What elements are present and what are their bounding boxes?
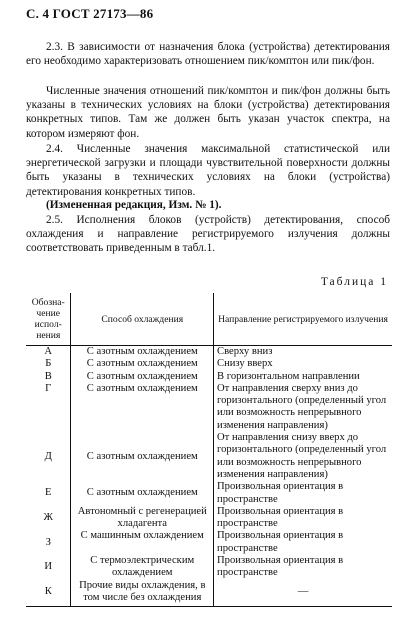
row-direction: Произвольная ориентация в пространстве xyxy=(214,506,392,531)
row-cooling: С азотным охлаждением xyxy=(71,346,214,359)
table-row xyxy=(26,383,392,432)
row-direction: Произвольная ориентация в пространстве xyxy=(214,530,392,555)
row-direction: В горизонтальном направлении xyxy=(214,371,392,383)
row-code: Г xyxy=(45,382,52,394)
table-row xyxy=(26,358,392,370)
table-row xyxy=(26,530,392,555)
table-row xyxy=(26,371,392,383)
table-header-code: Обозна-чение испол-нения xyxy=(26,293,71,346)
row-direction: Снизу вверх xyxy=(214,358,392,370)
row-code: К xyxy=(26,580,71,607)
table-row xyxy=(26,555,392,580)
table-row xyxy=(26,481,392,506)
row-code: Е xyxy=(45,487,52,499)
table-row xyxy=(26,346,392,359)
row-direction: — xyxy=(214,580,392,607)
row-cooling: С азотным охлаждением xyxy=(71,371,214,383)
row-direction: От направления сверху вниз до горизонтального (определенный угол или возможность непрерывного изменения направления) xyxy=(214,383,392,432)
row-cooling: С азотным охлаждением xyxy=(71,358,214,370)
table-row xyxy=(26,506,392,531)
row-cooling: С машинным охлаждением xyxy=(71,530,214,555)
row-cooling: С азотным охлаждением xyxy=(71,383,214,432)
row-cooling: С термоэлектрическим охлаждением xyxy=(71,555,214,580)
paragraph-2-5: 2.5. Исполнения блоков (устройств) детектирования, способ охлаждения и направление регистрируемого излучения должны соответствовать приведенным в табл.1. xyxy=(26,214,390,255)
page-header: С. 4 ГОСТ 27173—86 xyxy=(26,6,154,21)
table-header-direction: Направление регистрируемого излучения xyxy=(214,293,392,346)
row-direction: От направления снизу вверх до горизонтального (определенный угол или возможность непрерывного изменения направления) xyxy=(214,432,392,481)
row-cooling: Прочие виды охлаждения, в том числе без охлаждения xyxy=(71,580,214,607)
row-cooling: С азотным охлаждением xyxy=(71,481,214,506)
table-header-cooling: Способ охлаждения xyxy=(71,293,214,346)
row-code: Б xyxy=(45,358,52,370)
row-code: И xyxy=(44,561,53,573)
paragraph-2-4: 2.4. Численные значения максимальной статистической или энергетической загрузки и площади чувствительной поверхности должны быть указаны в технических условиях на блоки (устройства) детектирования конкретных типов. xyxy=(26,143,390,198)
row-cooling: С азотным охлаждением xyxy=(71,432,214,481)
row-code: Д xyxy=(44,450,52,462)
paragraph-2-3: 2.3. В зависимости от назначения блока (устройства) детектирования его необходимо характеризовать отношением пик/комптон или пик/фон. xyxy=(26,41,390,68)
table-row xyxy=(26,580,392,607)
row-direction: Произвольная ориентация в пространстве xyxy=(214,555,392,580)
table-row xyxy=(26,432,392,481)
row-code: В xyxy=(44,370,52,382)
amendment-note: (Измененная редакция, Изм. № 1). xyxy=(46,199,222,211)
row-code: Ж xyxy=(43,512,53,523)
row-direction: Сверху вниз xyxy=(214,346,392,359)
row-cooling: Автономный с регенерацией хладагента xyxy=(71,506,214,531)
table-1 xyxy=(26,293,392,607)
paragraph-ratio-values: Численные значения отношений пик/комптон и пик/фон должны быть указаны в технических условиях на блоки (устройства) детектирования конкретных типов. Там же должен быть указан участок спектра, на котором измеряют фон. xyxy=(26,85,390,140)
row-code: А xyxy=(44,346,53,357)
table-title: Таблица 1 xyxy=(320,276,388,288)
row-direction: Произвольная ориентация в пространстве xyxy=(214,481,392,506)
row-code: З xyxy=(45,536,51,548)
